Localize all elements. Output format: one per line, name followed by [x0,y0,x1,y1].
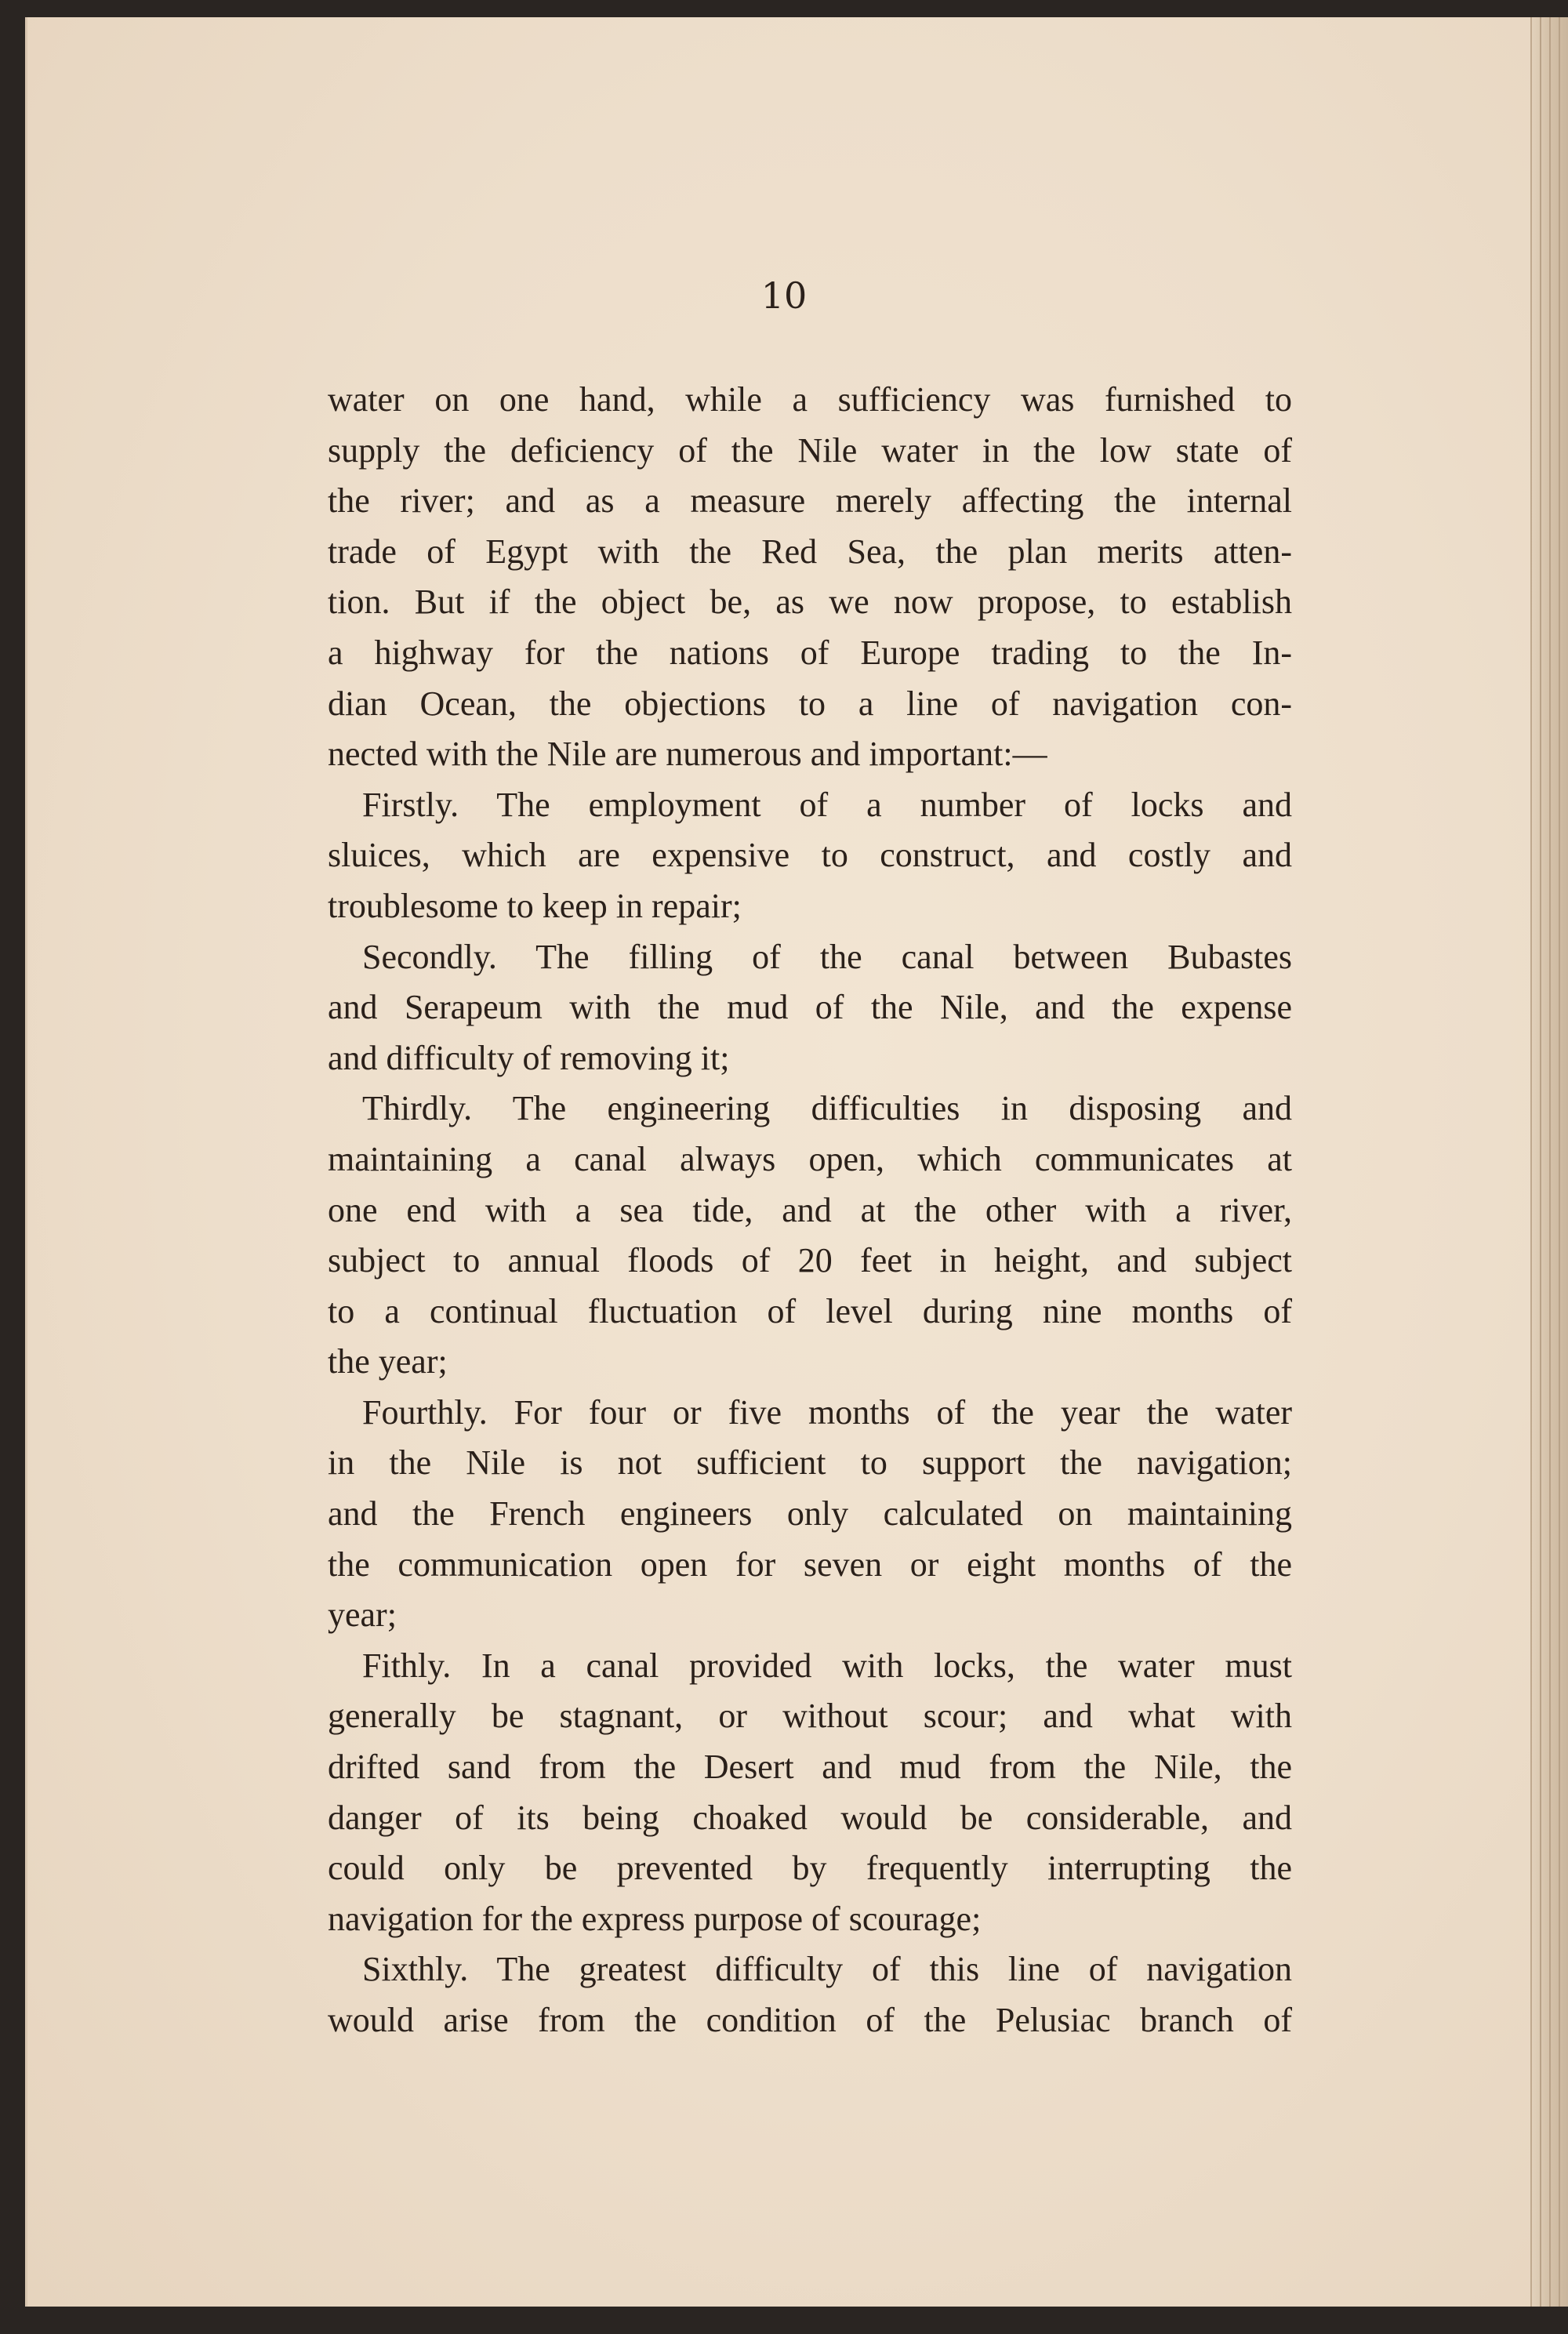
page-edge-line [1540,17,1541,2307]
text-line: the communication open for seven or eight months of the [328,1545,1292,1584]
text-line: nected with the Nile are numerous and important:— [328,735,1047,774]
text-line: dian Ocean, the objections to a line of navigation con- [328,684,1292,723]
text-line: Fithly. In a canal provided with locks, the water must [362,1646,1292,1685]
text-line: supply the deficiency of the Nile water in the low state of [328,430,1292,470]
text-line: Secondly. The filling of the canal between Bubastes [362,937,1292,976]
text-line: the river; and as a measure merely affecting the internal [328,481,1292,521]
text-line: trade of Egypt with the Red Sea, the plan merits atten- [328,532,1292,571]
page-number: 10 [760,274,808,317]
text-line: and Serapeum with the mud of the Nile, and the expense [328,988,1292,1027]
text-line: and the French engineers only calculated on maintaining [328,1494,1292,1534]
text-line: subject to annual floods of 20 feet in height, and subject [328,1241,1292,1280]
text-line: to a continual fluctuation of level during nine months of [328,1291,1292,1330]
text-line: tion. But if the object be, as we now propose, to establish [328,583,1292,622]
text-line: Thirdly. The engineering difficulties in disposing and [362,1089,1292,1128]
text-line: maintaining a canal always open, which communicates at [328,1139,1292,1178]
text-line: in the Nile is not sufficient to support the navigation; [328,1443,1292,1483]
text-line: water on one hand, while a sufficiency was furnished to [328,380,1292,419]
text-line: one end with a sea tide, and at the other with a river, [328,1190,1292,1229]
text-line: the year; [328,1342,448,1381]
text-line: generally be stagnant, or without scour; and what with [328,1697,1292,1736]
text-line: navigation for the express purpose of scourage; [328,1899,982,1938]
text-line: drifted sand from the Desert and mud from the Nile, the [328,1748,1292,1787]
text-line: could only be prevented by frequently interrupting the [328,1849,1292,1888]
text-line: Firstly. The employment of a number of locks and [362,785,1292,824]
page-edge-line [1559,17,1560,2307]
page-stack-edge [1530,17,1568,2307]
text-line: troublesome to keep in repair; [328,886,742,925]
text-line: Sixthly. The greatest difficulty of this line of navigation [362,1950,1292,1989]
text-line: would arise from the condition of the Pelusiac branch of [328,2001,1292,2039]
text-line: and difficulty of removing it; [328,1038,730,1077]
text-line: a highway for the nations of Europe trading to the In- [328,633,1292,672]
text-line: danger of its being choaked would be considerable, and [328,1798,1292,1837]
text-line: sluices, which are expensive to construct, and costly and [328,836,1292,875]
page-edge-line [1549,17,1551,2307]
text-line: Fourthly. For four or five months of the year the water [362,1392,1292,1432]
text-line: year; [328,1595,397,1635]
body-text [328,375,1292,2046]
